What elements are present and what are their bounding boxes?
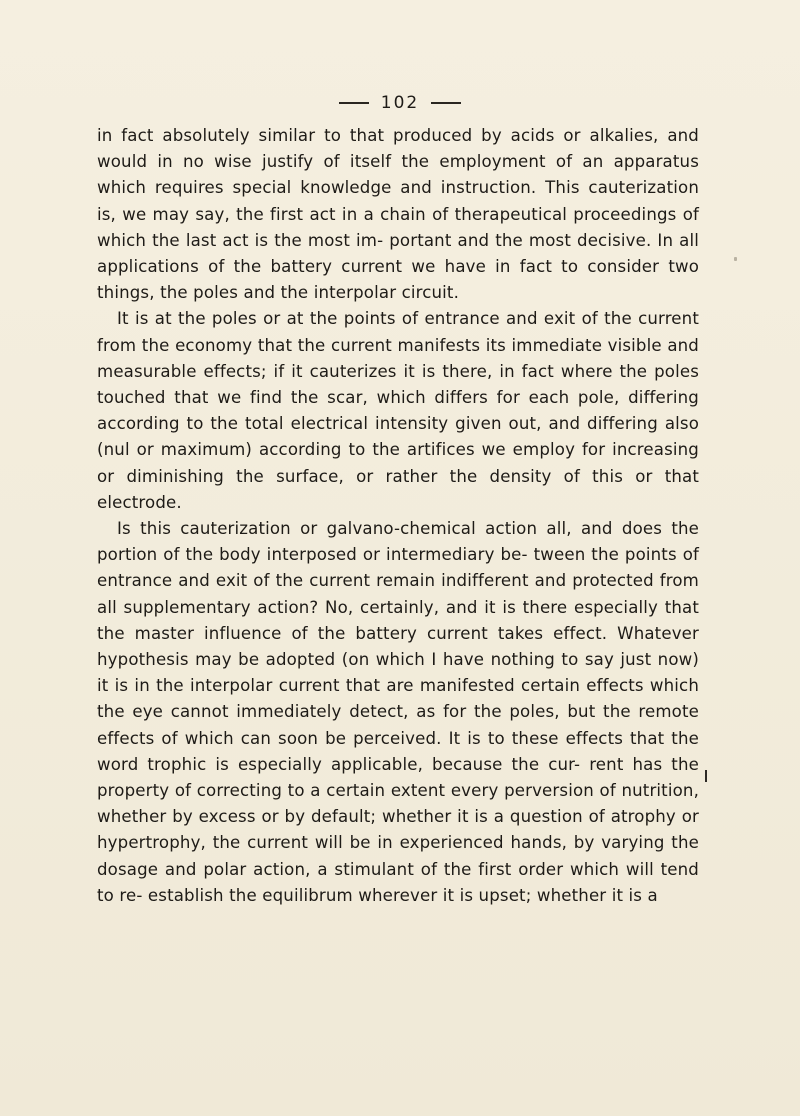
ink-mark <box>705 770 707 782</box>
paper-speck <box>734 257 737 261</box>
page-number: 102 <box>380 93 420 113</box>
left-dash <box>339 102 369 104</box>
paragraph-3: Is this cauterization or galvano-chemical action all, and does the portion of the body interposed or intermediary be- tween the points of entrance and exit of the current remain indifferent and protected from all supplementary action? No, certainly, and it is there especially that the master influence of the battery current takes effect. Whatever hypothesis may be adopted (on which I have nothing to say just now) it is in the interpolar current that are manifested certain effects which the eye cannot immediately detect, as for the poles, but the remote effects of which can soon be perceived. It is to these effects that the word trophic is especially applicable, because the cur- rent has the property of correcting to a certain extent every perversion of nutrition, whether by excess or by default; whether it is a question of atrophy or hypertrophy, the current will be in experienced hands, by varying the dosage and polar action, a stimulant of the first order which will tend to re- establish the equilibrum wherever it is upset; whether it is a <box>97 519 699 905</box>
right-dash <box>431 102 461 104</box>
paragraph-1: in fact absolutely similar to that produced by acids or alkalies, and would in no wise justify of itself the employment of an apparatus which requires special knowledge and instruction. This cauterization is, we may say, the first act in a chain of therapeutical proceedings of which the last act is the most im- portant and the most decisive. In all applications of the battery current we have in fact to consider two things, the poles and the interpolar circuit. <box>97 126 699 303</box>
paragraph-2: It is at the poles or at the points of entrance and exit of the current from the economy that the current manifests its immediate visible and measurable effects; if it cauterizes it is there, in fact where the poles touched that we find the scar, which differs for each pole, differing according to the total electrical intensity given out, and differing also (nul or maximum) according to the artifices we employ for increasing or diminishing the surface, or rather the density of this or that electrode. <box>97 309 699 512</box>
body-text <box>97 123 699 909</box>
page-number-header <box>0 90 800 116</box>
